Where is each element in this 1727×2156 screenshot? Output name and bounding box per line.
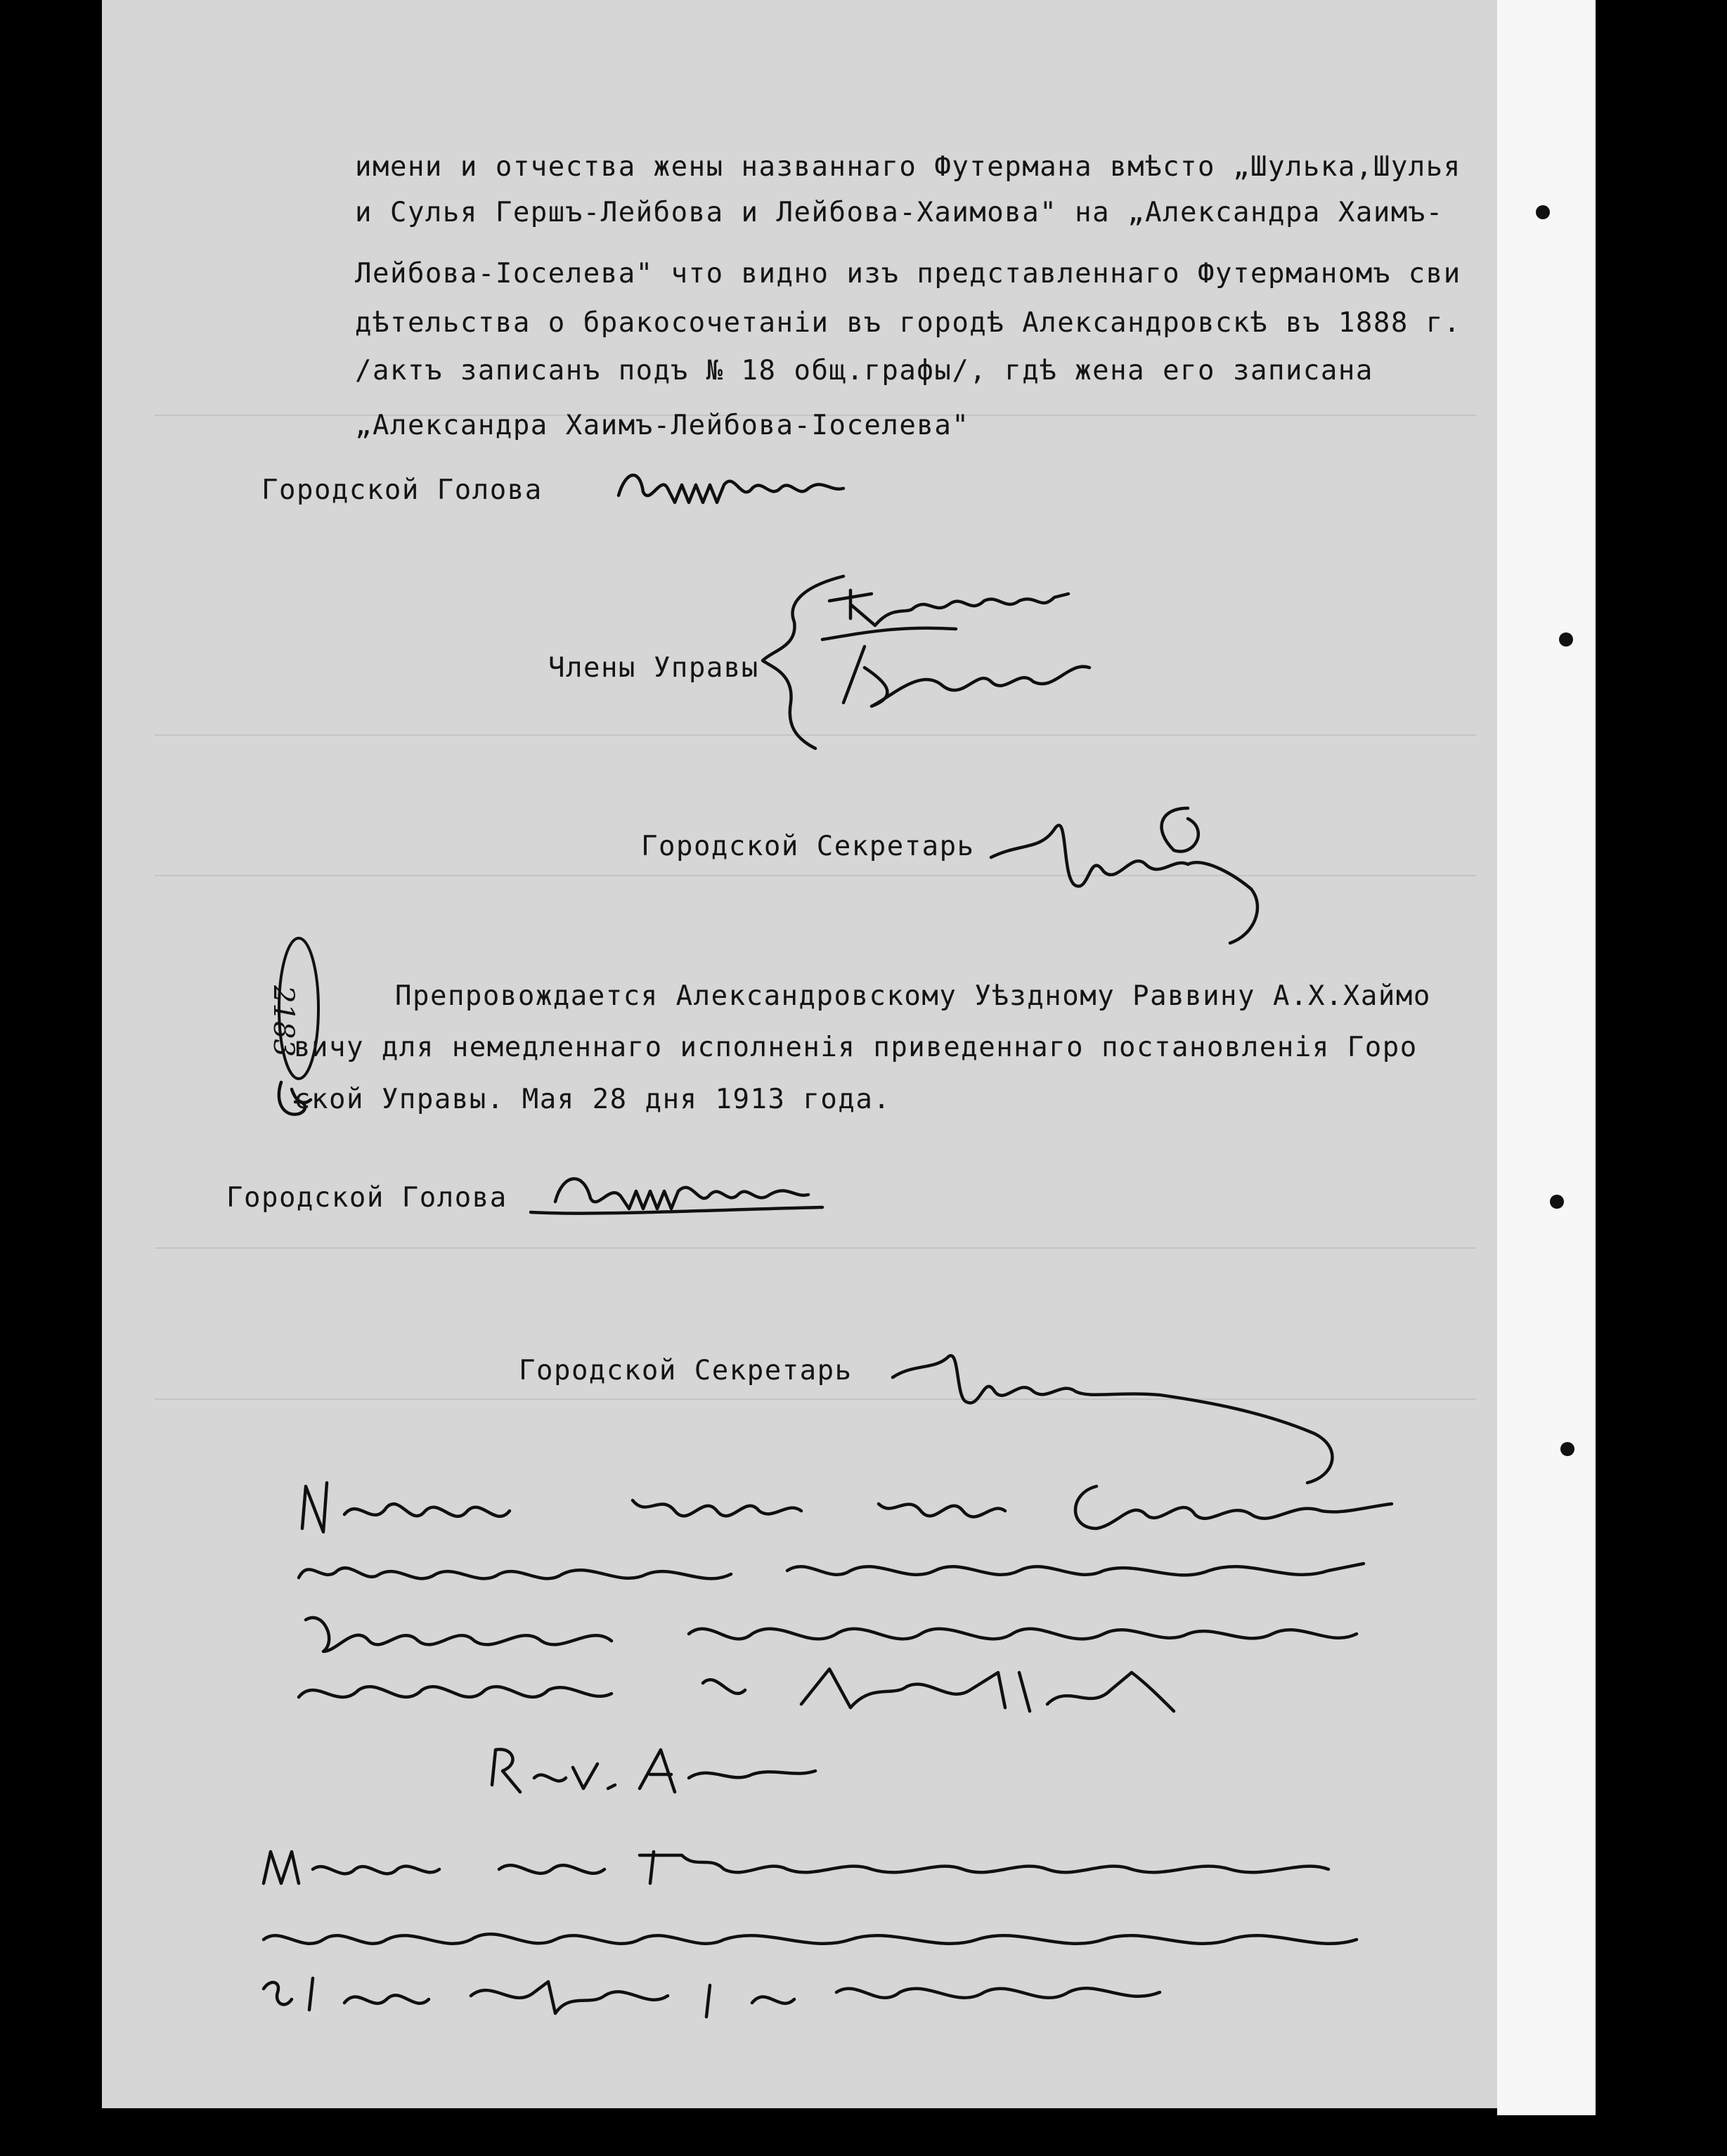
transmittal-line-3: ской Управы. Мая 28 дня 1913 года. (294, 1084, 891, 1115)
handwritten-note-strokes (295, 1472, 1504, 1732)
handwritten-note-line-4 (302, 1665, 318, 1666)
head-signature-1 (612, 457, 1005, 520)
body-line-6: „Александра Хаимъ-Лейбова-Іоселева" (355, 410, 970, 441)
body-line-4: дѣтельства о бракосочетаніи въ городѣ Александровскѣ въ 1888 г. (355, 307, 1461, 339)
body-line-3: Лейбова-Іоселева" что видно изъ представленнаго Футерманомъ сви (355, 258, 1461, 290)
bleed-through (155, 875, 1476, 876)
receipt-note-line-1 (267, 1855, 287, 1856)
body-line-1: имени и отчества жены названнаго Футермана вмѣсто „Шулька,Шулья (355, 151, 1461, 183)
receipt-note-line-2 (267, 1911, 277, 1912)
head-label-1: Городской Голова (261, 474, 543, 506)
punch-hole (1559, 632, 1573, 647)
handwritten-note-line-1 (302, 1479, 318, 1480)
rabbi-signature-text (492, 1757, 498, 1758)
punch-hole (1536, 205, 1550, 219)
members-signatures (759, 562, 1153, 759)
body-line-2: и Сулья Гершъ-Лейбова и Лейбова-Хаимова" на „Александра Хаимъ- (355, 197, 1444, 228)
binding-strip (1497, 0, 1596, 2115)
members-label: Члены Управы (548, 652, 759, 684)
secretary-signature-2 (879, 1335, 1371, 1490)
transmittal-line-1: Препровождается Александровскому Уѣздному Раввину А.Х.Хаймо (395, 980, 1431, 1012)
body-line-5: /актъ записанъ подъ № 18 общ.графы/, гдѣ жена его записана (355, 355, 1373, 387)
secretary-label-1: Городской Секретарь (641, 831, 975, 862)
head-label-2: Городской Голова (226, 1182, 507, 1214)
handwritten-note-line-3 (302, 1602, 319, 1603)
secretary-signature-1 (977, 787, 1272, 956)
head-signature-2 (527, 1160, 949, 1223)
punch-hole (1550, 1195, 1564, 1209)
secretary-label-2: Городской Секретарь (519, 1355, 853, 1387)
receipt-note-strokes (260, 1841, 1497, 2024)
handwritten-note-line-2 (302, 1539, 317, 1540)
punch-hole (1560, 1442, 1574, 1456)
transmittal-line-2: вичу для немедленнаго исполненія приведеннаго постановленія Горо (294, 1032, 1418, 1063)
bleed-through (155, 1247, 1476, 1249)
margin-number: 2183 (266, 985, 299, 1057)
rabbi-signature (485, 1736, 822, 1813)
